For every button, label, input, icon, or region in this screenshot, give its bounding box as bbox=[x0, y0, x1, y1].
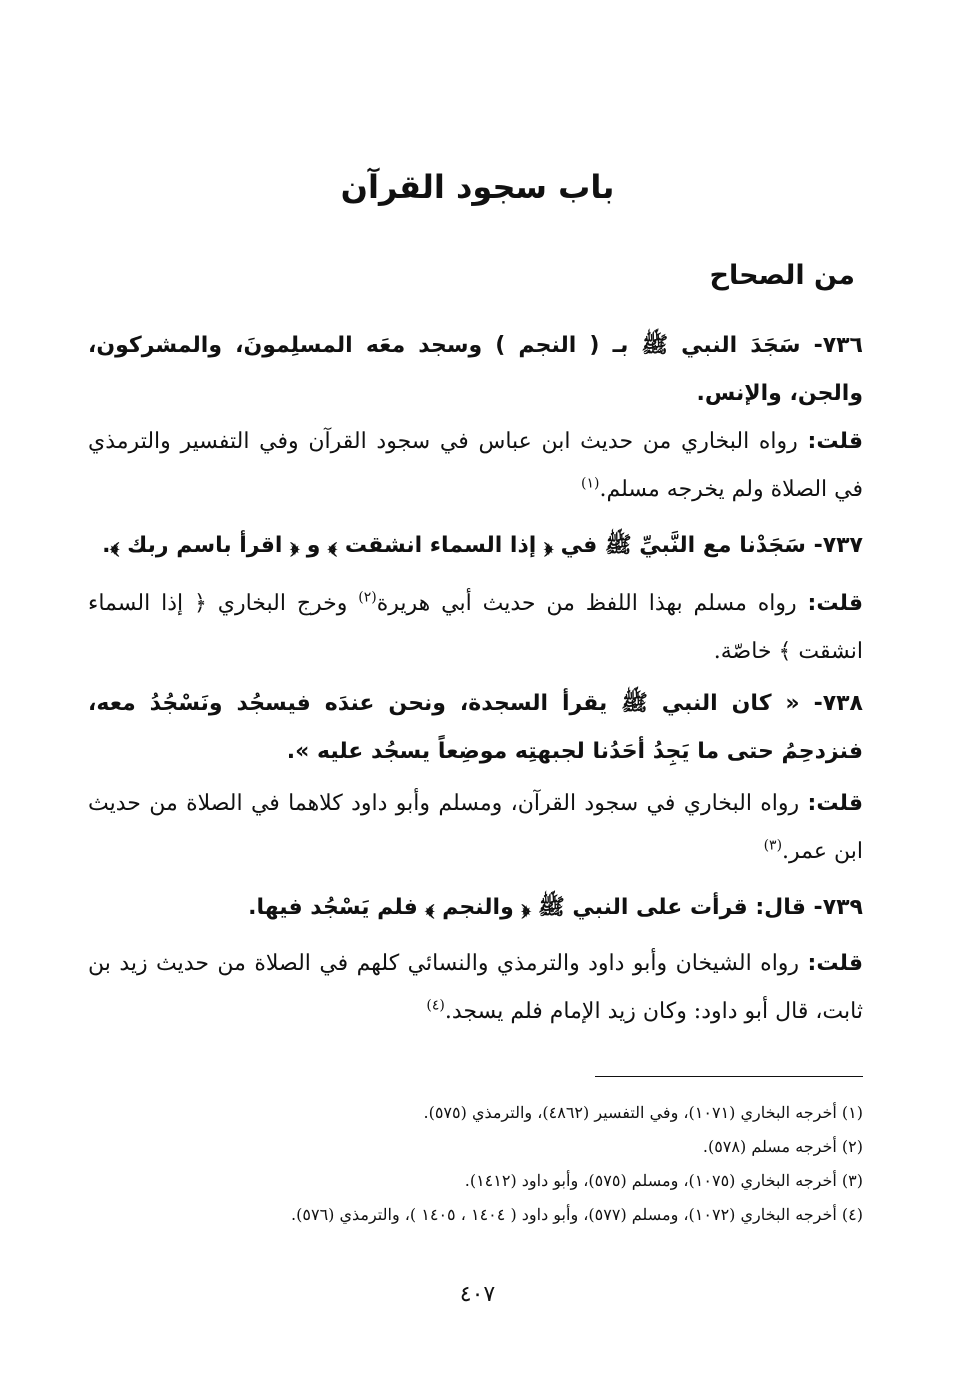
hadith-text: ٧٣٩- قال: قرأت على النبي ﷺ ﴿ والنجم ﴾ فلم يَسْجُد فيها. bbox=[248, 895, 863, 920]
commentary-text: رواه مسلم بهذا اللفظ من حديث أبي هريرة bbox=[376, 591, 797, 616]
footnote-2: (٢) أخرجه مسلم (٥٧٨). bbox=[702, 1137, 863, 1156]
commentary-text: رواه البخاري في سجود القرآن، ومسلم وأبو داود كلاهما في الصلاة من حديث ابن عمر. bbox=[88, 791, 863, 864]
commentary-text: رواه الشيخان وأبو داود والترمذي والنسائي كلهم في الصلاة من حديث زيد بن ثابت، قال أبو داود: وكان زيد الإمام فلم يسجد. bbox=[88, 951, 863, 1024]
commentary-text: رواه البخاري من حديث ابن عباس في سجود القرآن وفي التفسير والترمذي في الصلاة ولم يخرجه مسلم. bbox=[88, 429, 863, 502]
footnote-ref: (١) bbox=[581, 475, 600, 492]
hadith-739 bbox=[88, 884, 863, 932]
commentary-737 bbox=[88, 580, 863, 676]
hadith-text: ٧٣٦- سَجَدَ النبي ﷺ بـ ( النجم ) وسجد معَه المسلِمونَ، والمشركون، والجن، والإنس. bbox=[88, 333, 863, 406]
qult-label: قلت: bbox=[807, 791, 863, 816]
footnote-ref: (٤) bbox=[426, 997, 445, 1014]
hadith-737 bbox=[88, 522, 863, 570]
commentary-739 bbox=[88, 940, 863, 1036]
footnote-4: (٤) أخرجه البخاري (١٠٧٢)، ومسلم (٥٧٧)، وأبو داود ( ١٤٠٤ ، ١٤٠٥ )، والترمذي (٥٧٦). bbox=[291, 1205, 863, 1224]
hadith-738 bbox=[88, 680, 863, 776]
page-number: ٤٠٧ bbox=[459, 1282, 496, 1307]
footnote-ref: (٣) bbox=[763, 837, 783, 854]
footnote-3: (٣) أخرجه البخاري (١٠٧٥)، ومسلم (٥٧٥)، وأبو داود (١٤١٢). bbox=[464, 1171, 863, 1190]
commentary-text-cont: وخرج البخاري ﴿ إذا السماء انشقت ﴾ خاصّة. bbox=[88, 591, 863, 664]
hadith-text: ٧٣٧- سَجَدْنا مع النَّبيِّ ﷺ في ﴿ إذا السماء انشقت ﴾ و ﴿ اقرأ باسم ربك ﴾. bbox=[102, 533, 863, 558]
footnote-ref: (٢) bbox=[358, 589, 377, 606]
hadith-text: ٧٣٨- « كان النبي ﷺ يقرأ السجدة، ونحن عندَه فيسجُد ونَسْجُدُ معه، فنزدحِمُ حتى ما يَجِدُ أحَدُنا لجبهتِه موضِعاً يسجُد عليه ». bbox=[88, 691, 863, 764]
qult-label: قلت: bbox=[807, 591, 864, 616]
footnotes bbox=[88, 1096, 863, 1232]
chapter-title: باب سجود القرآن bbox=[340, 168, 615, 206]
commentary-738 bbox=[88, 780, 863, 876]
section-heading: من الصحاح bbox=[709, 260, 855, 291]
hadith-736 bbox=[88, 322, 863, 418]
commentary-736 bbox=[88, 418, 863, 514]
qult-label: قلت: bbox=[807, 951, 863, 976]
qult-label: قلت: bbox=[807, 429, 863, 454]
footnote-1: (١) أخرجه البخاري (١٠٧١)، وفي التفسير (٤٨٦٢)، والترمذي (٥٧٥). bbox=[423, 1103, 863, 1122]
footnote-divider bbox=[595, 1076, 863, 1077]
